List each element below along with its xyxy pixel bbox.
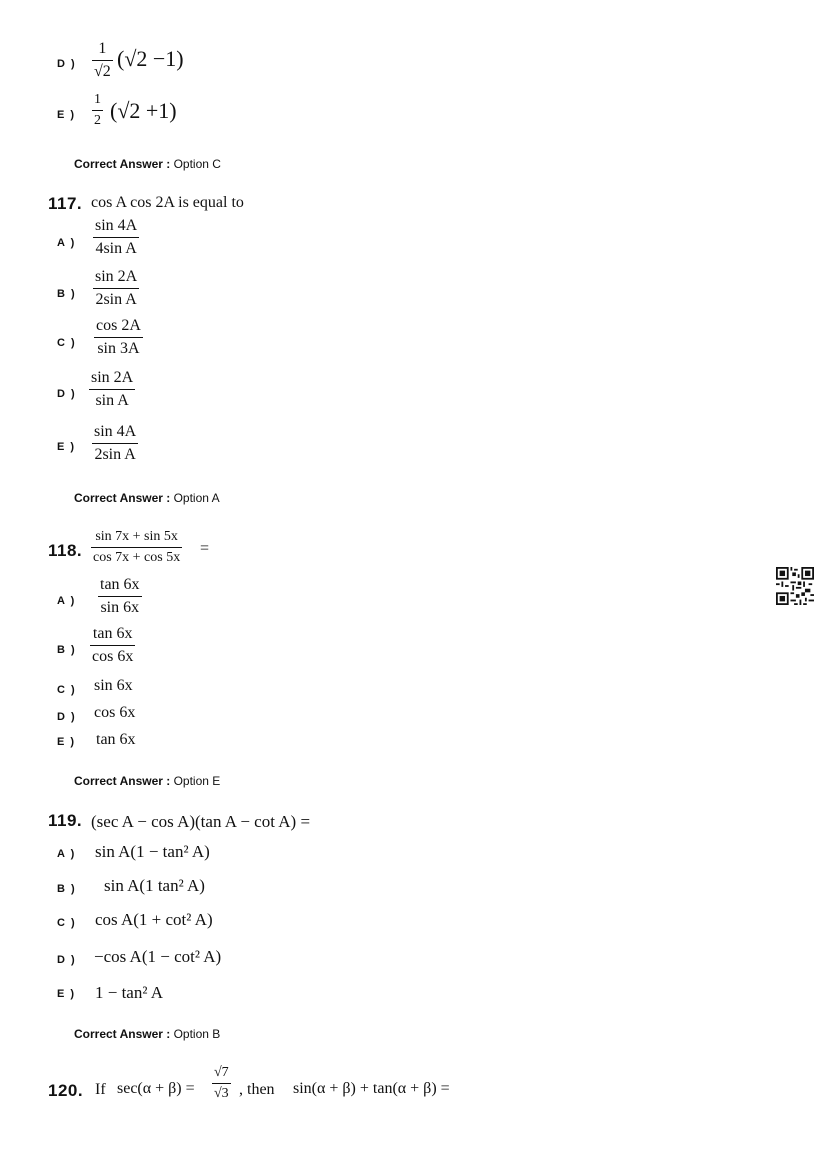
option-e-text: tan 6x — [96, 731, 136, 748]
option-label: D ) — [57, 58, 77, 70]
correct-answer-label: Correct Answer : — [74, 1027, 171, 1041]
fraction-numerator: sin 7x + sin 5x — [95, 529, 178, 544]
question-number: 117. — [48, 194, 83, 213]
correct-answer-label: Correct Answer : — [74, 774, 171, 788]
option-c-fraction — [94, 317, 143, 358]
option-label: E ) — [57, 109, 76, 121]
fraction-numerator: tan 6x — [100, 576, 140, 593]
fraction-denominator: cos 6x — [90, 645, 135, 666]
option-label: A ) — [57, 237, 76, 249]
qr-code-icon — [776, 567, 814, 605]
fraction-numerator: sin 2A — [95, 268, 138, 285]
fraction-denominator: √3 — [212, 1083, 231, 1102]
fraction-numerator: 1 — [94, 92, 101, 107]
option-d-expression: (√2 −1) — [117, 46, 184, 71]
correct-answer-label: Correct Answer : — [74, 157, 171, 171]
option-label: A ) — [57, 595, 76, 607]
option-label: C ) — [57, 337, 77, 349]
question-stem-equals: = — [200, 540, 210, 557]
fraction-denominator: 2sin A — [92, 443, 138, 464]
question-stem-fraction — [91, 529, 182, 566]
question-stem: cos A cos 2A is equal to — [91, 194, 244, 211]
correct-answer — [74, 491, 220, 505]
option-d-fraction — [89, 369, 135, 410]
option-label: D ) — [57, 388, 77, 400]
option-b-fraction — [90, 625, 135, 666]
question-if: If — [95, 1081, 106, 1098]
fraction-denominator: 2sin A — [93, 288, 139, 309]
question-sec-expression: sec(α + β) = — [117, 1080, 195, 1097]
option-d-text: cos 6x — [94, 704, 136, 721]
option-label: C ) — [57, 917, 77, 929]
option-label: A ) — [57, 848, 76, 860]
fraction-numerator: sin 4A — [94, 423, 137, 440]
correct-answer-label: Correct Answer : — [74, 491, 171, 505]
option-d-fraction — [92, 40, 113, 81]
option-label: E ) — [57, 736, 76, 748]
option-label: D ) — [57, 711, 77, 723]
option-d-text: −cos A(1 − cot² A) — [94, 947, 222, 966]
fraction-denominator: sin A — [89, 389, 135, 410]
option-label: C ) — [57, 684, 77, 696]
fraction-denominator: cos 7x + cos 5x — [91, 547, 182, 566]
option-label: E ) — [57, 988, 76, 1000]
fraction-denominator: 4sin A — [93, 237, 139, 258]
fraction-numerator: 1 — [98, 40, 107, 57]
option-e-fraction — [92, 423, 138, 464]
option-c-text: cos A(1 + cot² A) — [95, 910, 213, 929]
option-a-fraction — [98, 576, 142, 617]
question-expression: sin(α + β) + tan(α + β) = — [293, 1080, 450, 1097]
fraction-denominator: sin 3A — [94, 337, 143, 358]
option-b-text: sin A(1 tan² A) — [104, 876, 205, 895]
option-label: B ) — [57, 883, 77, 895]
fraction-numerator: tan 6x — [92, 625, 133, 642]
correct-answer-value: Option E — [173, 774, 221, 788]
fraction-denominator: √2 — [92, 60, 113, 81]
question-number: 119. — [48, 811, 83, 830]
question-fraction — [212, 1065, 231, 1102]
option-label: E ) — [57, 441, 76, 453]
fraction-numerator: cos 2A — [96, 317, 141, 334]
fraction-numerator: sin 2A — [91, 369, 134, 386]
option-e-text: 1 − tan² A — [95, 983, 164, 1002]
option-label: D ) — [57, 954, 77, 966]
question-number: 120. — [48, 1081, 84, 1100]
option-label: B ) — [57, 288, 77, 300]
fraction-numerator: √7 — [214, 1065, 229, 1080]
option-a-fraction — [93, 217, 139, 258]
option-a-text: sin A(1 − tan² A) — [95, 842, 210, 861]
correct-answer — [74, 1027, 220, 1041]
question-then: , then — [239, 1081, 275, 1098]
question-stem: (sec A − cos A)(tan A − cot A) = — [91, 812, 311, 831]
question-number: 118. — [48, 541, 83, 560]
option-b-fraction — [93, 268, 139, 309]
option-label: B ) — [57, 644, 77, 656]
option-e-fraction — [92, 92, 103, 129]
fraction-numerator: sin 4A — [95, 217, 138, 234]
correct-answer-value: Option C — [173, 157, 221, 171]
fraction-denominator: sin 6x — [98, 596, 142, 617]
correct-answer-value: Option B — [173, 1027, 221, 1041]
fraction-denominator: 2 — [92, 110, 103, 129]
correct-answer-value: Option A — [173, 491, 220, 505]
correct-answer — [74, 157, 221, 171]
correct-answer — [74, 774, 220, 788]
option-e-expression: (√2 +1) — [110, 98, 177, 123]
option-c-text: sin 6x — [94, 677, 133, 694]
